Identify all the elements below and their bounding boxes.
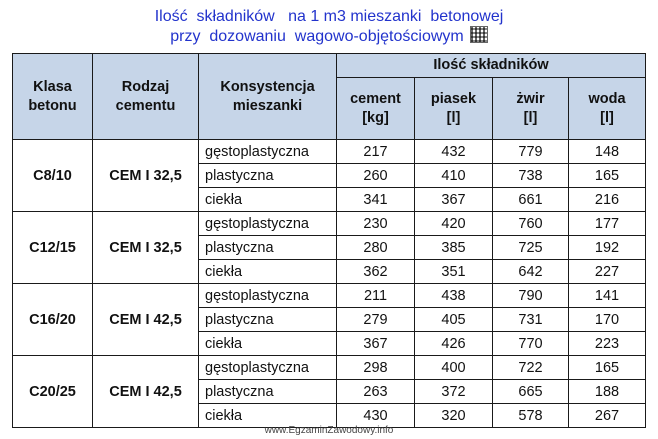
- cell-value-żwir: 661: [493, 188, 569, 212]
- header-col-name: cement: [350, 90, 401, 107]
- header-col-unit: [l]: [446, 109, 461, 126]
- header-col-unit: [kg]: [362, 109, 389, 126]
- cell-klasa: C20/25: [13, 356, 93, 428]
- table-row: [13, 356, 646, 380]
- header-konsystencja-label: Konsystencja mieszanki: [220, 78, 315, 114]
- header-col-unit: [l]: [523, 109, 538, 126]
- header-col-0: [337, 78, 415, 140]
- cell-rodzaj-cementu: CEM I 32,5: [93, 140, 199, 212]
- cell-value-woda: 227: [569, 260, 646, 284]
- cell-value-cement: 230: [337, 212, 415, 236]
- cell-konsystencja: ciekła: [199, 332, 337, 356]
- cell-rodzaj-cementu: CEM I 42,5: [93, 284, 199, 356]
- cell-klasa: C12/15: [13, 212, 93, 284]
- cell-value-cement: 430: [337, 404, 415, 428]
- cell-klasa: C8/10: [13, 140, 93, 212]
- cell-value-żwir: 642: [493, 260, 569, 284]
- cell-value-cement: 279: [337, 308, 415, 332]
- cell-value-piasek: 405: [415, 308, 493, 332]
- cell-rodzaj-cementu: CEM I 32,5: [93, 212, 199, 284]
- cell-value-woda: 192: [569, 236, 646, 260]
- table-row: [13, 212, 646, 236]
- cell-value-woda: 165: [569, 164, 646, 188]
- cell-value-żwir: 722: [493, 356, 569, 380]
- cell-value-żwir: 731: [493, 308, 569, 332]
- header-rodzaj: [93, 54, 199, 140]
- cell-value-piasek: 385: [415, 236, 493, 260]
- cell-konsystencja: gęstoplastyczna: [199, 212, 337, 236]
- cell-value-woda: 223: [569, 332, 646, 356]
- cell-value-żwir: 779: [493, 140, 569, 164]
- header-col-3: [569, 78, 646, 140]
- ingredients-table: [12, 53, 646, 428]
- cell-value-cement: 280: [337, 236, 415, 260]
- cell-value-woda: 165: [569, 356, 646, 380]
- header-col-name: żwir: [516, 90, 545, 107]
- cell-value-cement: 367: [337, 332, 415, 356]
- cell-value-żwir: 738: [493, 164, 569, 188]
- cell-value-piasek: 410: [415, 164, 493, 188]
- cell-konsystencja: gęstoplastyczna: [199, 140, 337, 164]
- cell-value-woda: 188: [569, 380, 646, 404]
- header-konsystencja: [199, 54, 337, 140]
- title-line-1: Ilość składników na 1 m3 mieszanki betonowej: [154, 8, 504, 25]
- cell-value-piasek: 420: [415, 212, 493, 236]
- cell-value-piasek: 438: [415, 284, 493, 308]
- cell-value-żwir: 760: [493, 212, 569, 236]
- table-row: [13, 140, 646, 164]
- cell-value-cement: 211: [337, 284, 415, 308]
- cell-value-piasek: 367: [415, 188, 493, 212]
- cell-value-piasek: 426: [415, 332, 493, 356]
- cell-value-żwir: 725: [493, 236, 569, 260]
- cell-value-cement: 341: [337, 188, 415, 212]
- cell-konsystencja: gęstoplastyczna: [199, 356, 337, 380]
- cell-value-woda: 170: [569, 308, 646, 332]
- cell-value-piasek: 372: [415, 380, 493, 404]
- cell-value-piasek: 432: [415, 140, 493, 164]
- header-col-2: [493, 78, 569, 140]
- header-rodzaj-label: Rodzaj cementu: [115, 78, 176, 114]
- header-col-name: woda: [588, 90, 626, 107]
- cell-value-piasek: 351: [415, 260, 493, 284]
- title-line-2: przy dozowaniu wagowo-objętościowym: [170, 28, 464, 45]
- cell-rodzaj-cementu: CEM I 42,5: [93, 356, 199, 428]
- cell-konsystencja: ciekła: [199, 188, 337, 212]
- header-klasa: [13, 54, 93, 140]
- cell-konsystencja: plastyczna: [199, 380, 337, 404]
- cell-konsystencja: ciekła: [199, 404, 337, 428]
- title-line-2-wrap: [0, 26, 658, 46]
- footer-website: www.EgzaminZawodowy.info: [264, 425, 394, 436]
- cell-value-cement: 298: [337, 356, 415, 380]
- cell-konsystencja: plastyczna: [199, 308, 337, 332]
- header-klasa-label: Klasa betonu: [28, 78, 77, 114]
- table-row: [13, 284, 646, 308]
- qr-code-icon: [470, 26, 488, 43]
- header-ilosc: Ilość składników: [337, 54, 646, 78]
- cell-konsystencja: ciekła: [199, 260, 337, 284]
- cell-value-żwir: 665: [493, 380, 569, 404]
- cell-konsystencja: plastyczna: [199, 164, 337, 188]
- cell-value-cement: 362: [337, 260, 415, 284]
- cell-konsystencja: gęstoplastyczna: [199, 284, 337, 308]
- cell-value-woda: 148: [569, 140, 646, 164]
- cell-value-żwir: 790: [493, 284, 569, 308]
- cell-value-żwir: 578: [493, 404, 569, 428]
- cell-value-woda: 216: [569, 188, 646, 212]
- cell-value-żwir: 770: [493, 332, 569, 356]
- cell-klasa: C16/20: [13, 284, 93, 356]
- cell-value-woda: 177: [569, 212, 646, 236]
- cell-konsystencja: plastyczna: [199, 236, 337, 260]
- cell-value-woda: 141: [569, 284, 646, 308]
- header-col-name: piasek: [430, 90, 477, 107]
- cell-value-cement: 263: [337, 380, 415, 404]
- cell-value-cement: 260: [337, 164, 415, 188]
- header-col-1: [415, 78, 493, 140]
- cell-value-woda: 267: [569, 404, 646, 428]
- cell-value-piasek: 400: [415, 356, 493, 380]
- cell-value-cement: 217: [337, 140, 415, 164]
- header-col-unit: [l]: [600, 109, 614, 126]
- cell-value-piasek: 320: [415, 404, 493, 428]
- document-title: [0, 7, 658, 46]
